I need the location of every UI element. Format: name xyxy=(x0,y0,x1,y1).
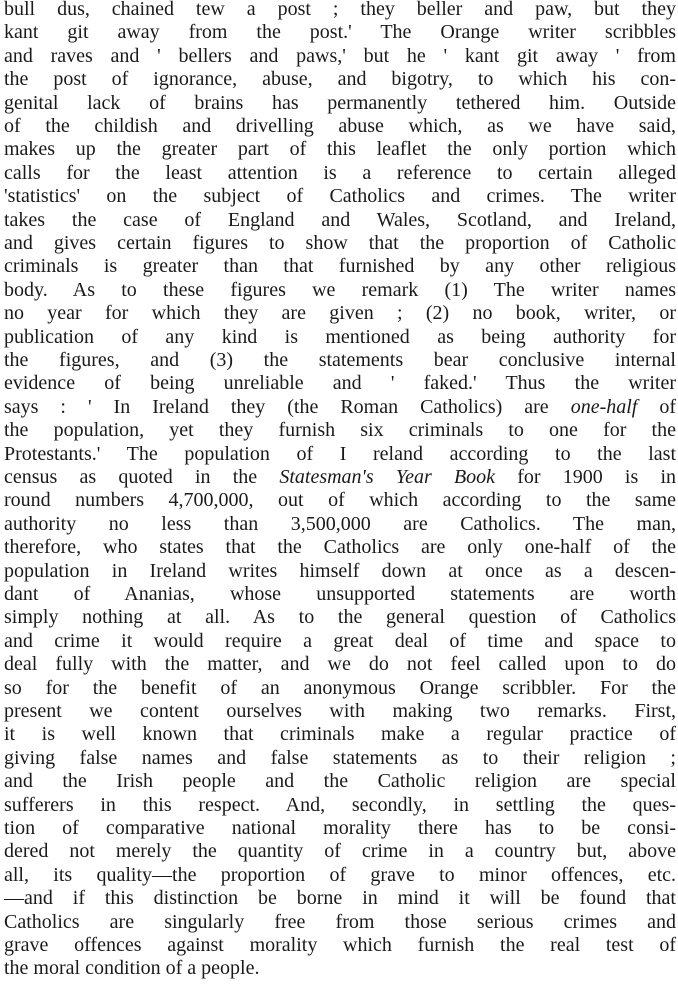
text-line: so for the benefit of an anonymous Orange scribbler. For the xyxy=(4,676,676,699)
text-line: bull dus, chained tew a post ; they beller and paw, but they xyxy=(4,0,676,20)
text-line: authority no less than 3,500,000 are Catholics. The man, xyxy=(4,512,676,535)
text-line: 'statistics' on the subject of Catholics and crimes. The writer xyxy=(4,185,676,208)
text-line: all, its quality—the proportion of grave to minor offences, etc. xyxy=(4,863,676,886)
text-line: and the Irish people and the Catholic religion are special xyxy=(4,770,676,793)
text-line: the population, yet they furnish six criminals to one for the xyxy=(4,419,676,442)
text-line: body. As to these figures we remark (1) The writer names xyxy=(4,278,676,301)
text-line: therefore, who states that the Catholics are only one-half of the xyxy=(4,536,676,559)
text-line: dered not merely the quantity of crime in a country but, above xyxy=(4,840,676,863)
text-line: grave offences against morality which furnish the real test of xyxy=(4,934,676,956)
text-line: the post of ignorance, abuse, and bigotry, to which his con- xyxy=(4,68,676,91)
text-line: genital lack of brains has permanently tethered him. Outside xyxy=(4,91,676,114)
text-line: the moral condition of a people. xyxy=(4,957,260,980)
text-line: and raves and ' bellers and paws,' but he ' kant git away ' from xyxy=(4,44,676,67)
text-line: takes the case of England and Wales, Scotland, and Ireland, xyxy=(4,208,676,231)
text-line: dant of Ananias, whose unsupported statements are worth xyxy=(4,583,676,605)
text-line: deal fully with the matter, and we do not feel called upon to do xyxy=(4,653,676,676)
text-line: criminals is greater than that furnished by any other religious xyxy=(4,255,676,278)
text-line: makes up the greater part of this leaflet the only portion which xyxy=(4,138,676,161)
text-line: round numbers 4,700,000, out of which according to the same xyxy=(4,489,676,512)
document-page xyxy=(4,0,676,1004)
text-line: simply nothing at all. As to the general question of Catholics xyxy=(4,606,676,629)
text-line: of the childish and drivelling abuse which, as we have said, xyxy=(4,115,676,137)
text-line: no year for which they are given ; (2) no book, writer, or xyxy=(4,302,676,325)
text-line: Protestants.' The population of I reland according to the last xyxy=(4,442,676,465)
text-line: evidence of being unreliable and ' faked.' Thus the writer xyxy=(4,372,676,395)
text-line: population in Ireland writes himself down at once as a descen- xyxy=(4,559,676,582)
text-line: kant git away from the post.' The Orange writer scribbles xyxy=(4,21,676,44)
text-line: giving false names and false statements as to their religion ; xyxy=(4,746,676,769)
text-line: census as quoted in the Statesman's Year Book for 1900 is in xyxy=(4,466,677,488)
text-line: sufferers in this respect. And, secondly, in settling the ques- xyxy=(4,793,676,816)
text-line: —and if this distinction be borne in mind it will be found that xyxy=(4,887,676,910)
text-line: and crime it would require a great deal of time and space to xyxy=(4,629,676,652)
text-line: and gives certain figures to show that the proportion of Catholic xyxy=(4,232,676,254)
text-line: publication of any kind is mentioned as being authority for xyxy=(4,325,676,348)
text-line: Catholics are singularly free from those serious crimes and xyxy=(4,910,676,933)
text-line: calls for the least attention is a reference to certain alleged xyxy=(4,161,676,184)
text-line: the figures, and (3) the statements bear conclusive internal xyxy=(4,349,676,371)
text-line: present we content ourselves with making two remarks. First, xyxy=(4,700,676,722)
text-line: tion of comparative national morality there has to be consi- xyxy=(4,817,676,839)
text-line: it is well known that criminals make a regular practice of xyxy=(4,723,676,746)
text-line: says : ' In Ireland they (the Roman Catholics) are one-half of xyxy=(4,395,676,418)
